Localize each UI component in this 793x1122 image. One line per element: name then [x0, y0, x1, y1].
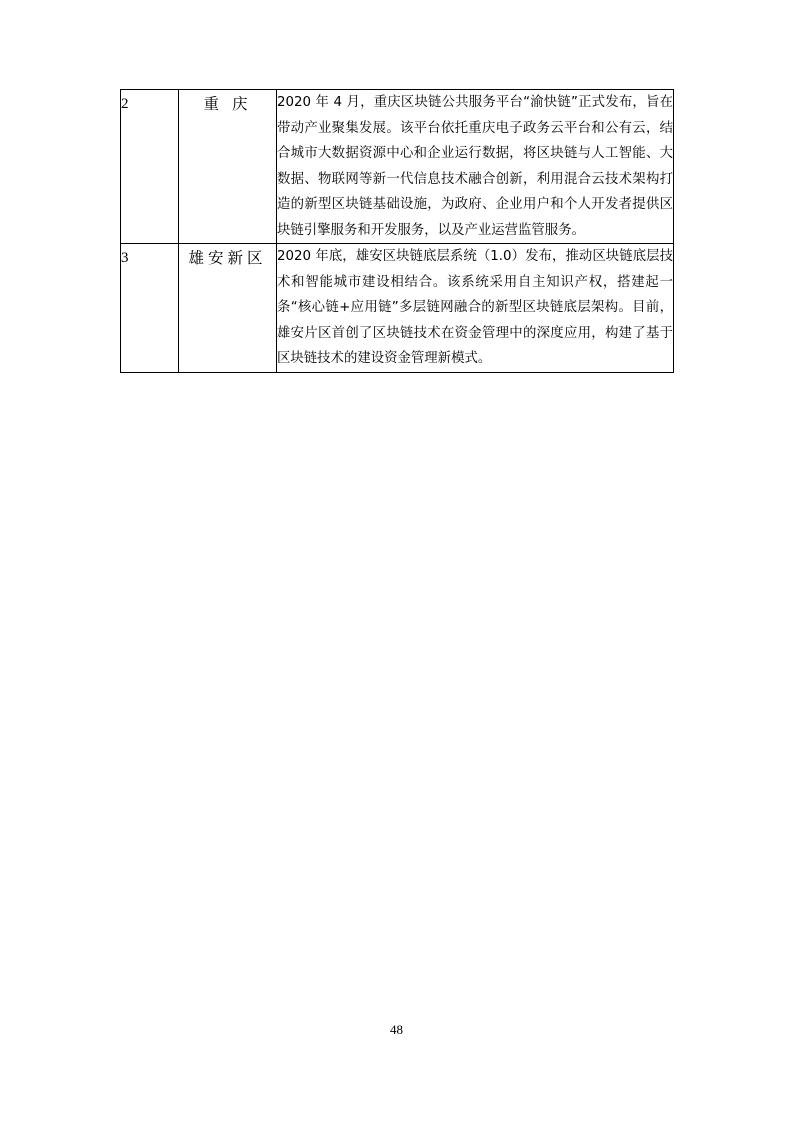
row-region-cell: 雄安新区 — [179, 244, 277, 373]
row-region-cell: 重 庆 — [179, 90, 277, 244]
regional-blockchain-table — [120, 89, 674, 373]
row-index-cell: 3 — [121, 244, 179, 373]
row-description-cell: 2020 年 4 月，重庆区块链公共服务平台“渝快链”正式发布，旨在带动产业聚集发展。该平台依托重庆电子政务云平台和公有云，结合城市大数据资源中心和企业运行数据，将区块链与人工智能、大数据、物联网等新一代信息技术融合创新，利用混合云技术架构打造的新型区块链基础设施，为政府、企业用户和个人开发者提供区块链引擎服务和开发服务，以及产业运营监管服务。 — [277, 90, 674, 244]
table-row — [121, 90, 674, 244]
table-row — [121, 244, 674, 373]
row-description-cell: 2020 年底，雄安区块链底层系统（1.0）发布，推动区块链底层技术和智能城市建设相结合。该系统采用自主知识产权，搭建起一条“核心链+应用链”多层链网融合的新型区块链底层架构。目前，雄安片区首创了区块链技术在资金管理中的深度应用，构建了基于区块链技术的建设资金管理新模式。 — [277, 244, 674, 373]
row-index-cell: 2 — [121, 90, 179, 244]
page-number: 48 — [390, 1022, 403, 1037]
